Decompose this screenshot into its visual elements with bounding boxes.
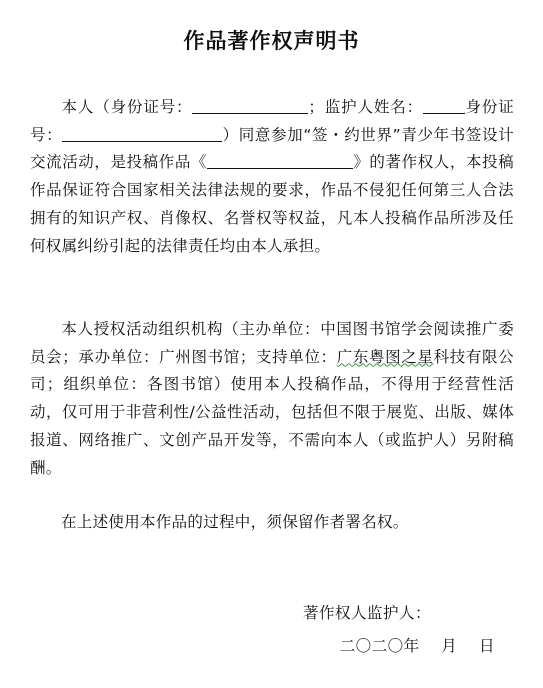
document-title: 作品著作权声明书: [183, 29, 360, 53]
work-title-blank[interactable]: [207, 152, 353, 169]
guardian-id-number-blank[interactable]: [62, 125, 222, 142]
text-segment: 在上述使用本作品的过程中，须保留作者署名权。: [61, 513, 409, 531]
spellcheck-marked-text: 广东粤图之星: [336, 347, 434, 366]
paragraph-attribution: [30, 509, 514, 537]
guardian-name-blank[interactable]: [423, 97, 465, 114]
paragraph-authorization: [30, 316, 514, 482]
text-segment: 身份证号：: [30, 98, 514, 144]
signature-label: 著作权人监护人：: [302, 604, 431, 622]
id-number-blank[interactable]: [192, 97, 308, 114]
text-segment: 》的著作权人，本投稿作品保证符合国家相关法律法规的要求，作品不侵犯任何第三人合法拥有的知识产权、肖像权、名誉权等权益，凡本人投稿作品所涉及任何权属纠纷引起的法律责任均由本人承担。: [30, 153, 514, 255]
text-segment: ；监护人姓名：: [308, 98, 423, 116]
text-segment: 本人授权活动组织机构（主办单位：中国图书馆学会阅读推广委员会；承办单位：广州图书馆；支持单位：: [30, 320, 514, 366]
text-segment: 本人（身份证号：: [61, 98, 193, 116]
text-segment: 科技有限公司；组织单位：各图书馆）使用本人投稿作品，不得用于经营性活动，仅可用于非营利性/公益性活动，包括但不限于展览、出版、媒体报道、网络推广、文创产品开发等，不需向本人（或监护人）另附稿酬。: [30, 347, 514, 477]
paragraph-authorship-statement: [30, 94, 514, 260]
date-line: 二〇二〇年 月 日: [339, 637, 495, 655]
text-segment: ）同意参加“签・约世界”青少年书签设计交流活动，是投稿作品《: [30, 125, 514, 172]
